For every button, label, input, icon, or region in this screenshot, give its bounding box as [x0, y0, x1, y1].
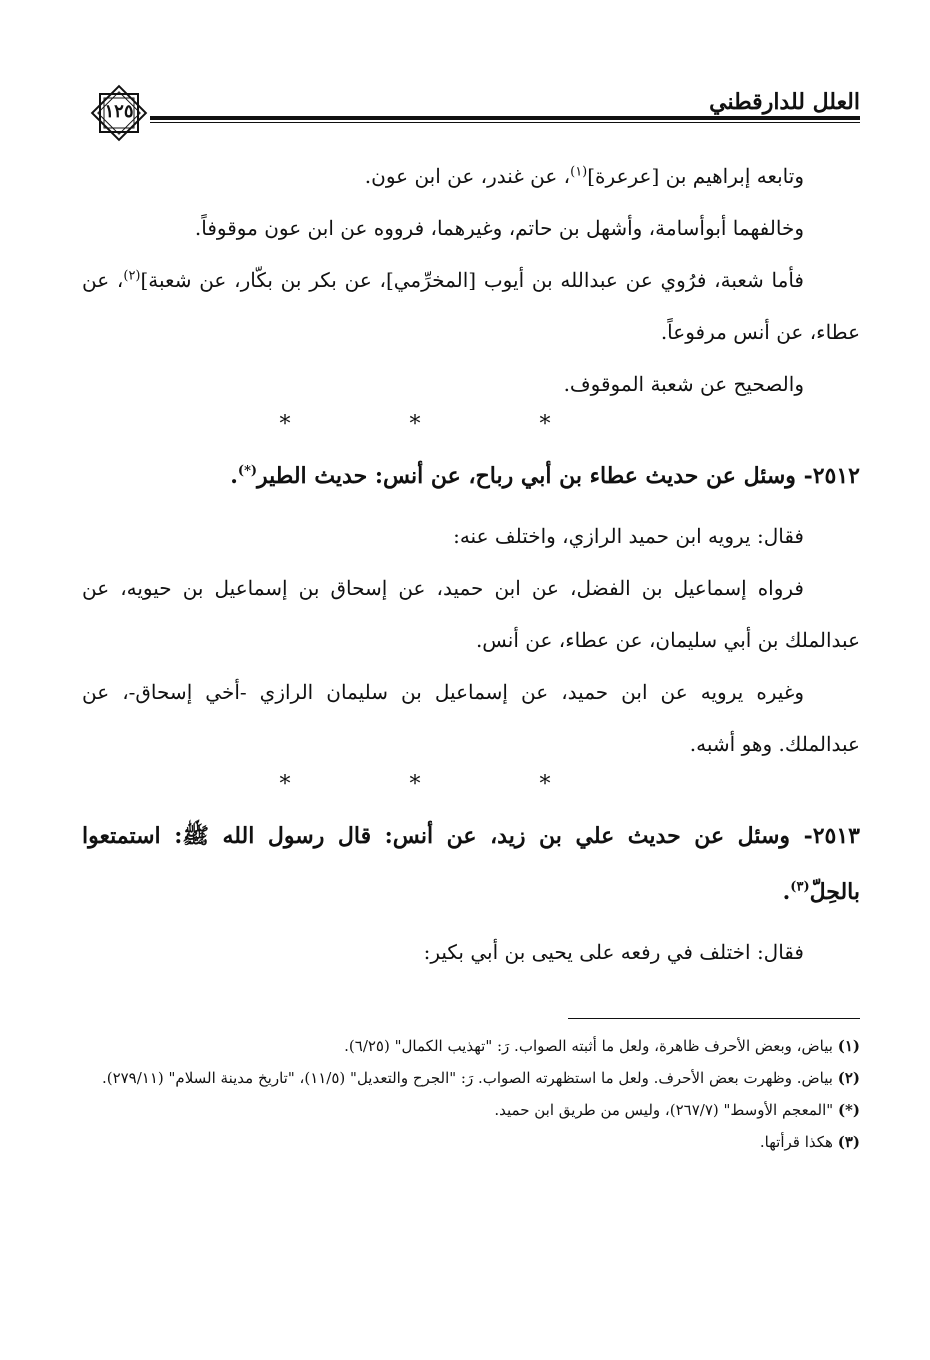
paragraph-2: وخالفهما أبوأسامة، وأشهل بن حاتم، وغيرهما، فرووه عن ابن عون موقوفاً.: [194, 216, 804, 240]
entry-heading-2513-tail: .: [782, 879, 791, 905]
footnote-ref-1: (١): [570, 164, 588, 180]
footnote-star: [82, 1094, 860, 1126]
footnote-1: [82, 1030, 860, 1062]
footnote-2-number: (٢): [837, 1069, 860, 1087]
paragraph-7: وغيره يرويه عن ابن حميد، عن إسماعيل بن سليمان الرازي -أخي إسحاق-، عن عبدالملك. وهو أشبه.: [82, 680, 860, 756]
page-number-badge: [88, 82, 150, 144]
running-title: العلل للدارقطني: [709, 89, 860, 115]
entry-heading-2512: [82, 448, 860, 504]
footnote-1-text: بياض، وبعض الأحرف ظاهرة، ولعل ما أثبته الصواب. رَ: "تهذيب الكمال" (٦/٢٥).: [344, 1037, 833, 1055]
footnote-2-text: بياض. وظهرت بعض الأحرف. ولعل ما استظهرته الصواب. رَ: "الجرح والتعديل" (١١/٥)، "تاريخ مدينة السلام" (٢٧٩/١١).: [101, 1069, 833, 1087]
section-separator-1: * * *: [279, 412, 607, 437]
paragraph-4: والصحيح عن شعبة الموقوف.: [563, 372, 804, 396]
book-page: [82, 82, 860, 1312]
main-text: [82, 150, 860, 978]
paragraph-6: فرواه إسماعيل بن الفضل، عن ابن حميد، عن إسحاق بن إسماعيل بن حيويه، عن عبدالملك بن أبي سليمان، عن عطاء، عن أنس.: [82, 576, 860, 652]
page-header: [82, 82, 860, 142]
footnotes: [82, 1030, 860, 1158]
paragraph-3-text: فأما شعبة، فرُوي عن عبدالله بن أيوب [المخرِّمي]، عن بكر بن بكّار، عن شعبة]: [140, 268, 804, 292]
footnote-2: [82, 1062, 860, 1094]
paragraph-3: [82, 254, 860, 358]
footnote-3-number: (٣): [837, 1133, 860, 1151]
section-separator-2: * * *: [279, 772, 607, 797]
header-rule-thick: [150, 116, 860, 120]
header-rule-thin: [150, 122, 860, 123]
footnote-star-number: (*): [837, 1101, 860, 1119]
entry-heading-2512-text: ٢٥١٢- وسئل عن حديث عطاء بن أبي رباح، عن أنس: حديث الطير: [257, 463, 860, 489]
footnote-3: [82, 1126, 860, 1158]
footnote-separator: [568, 1018, 860, 1019]
paragraph-5: فقال: يرويه ابن حميد الرازي، واختلف عنه:: [453, 524, 804, 548]
footnote-ref-star: (*): [237, 463, 258, 479]
entry-heading-2513: [82, 808, 860, 920]
paragraph-1-text: وتابعه إبراهيم بن [عرعرة]: [587, 164, 804, 188]
entry-heading-2512-tail: .: [230, 463, 238, 489]
paragraph-1-tail: ، عن غندر، عن ابن عون.: [364, 164, 571, 188]
footnote-ref-2: (٢): [123, 268, 141, 284]
footnote-star-text: "المعجم الأوسط" (٢٦٧/٧)، وليس من طريق ابن حميد.: [494, 1101, 834, 1119]
paragraph-3-tail: ، عن عطاء، عن أنس مرفوعاً.: [82, 268, 860, 344]
paragraph-8: فقال: اختلف في رفعه على يحيى بن أبي بكير:: [423, 940, 804, 964]
page-number: ١٢٥: [104, 101, 134, 122]
footnote-ref-3: (٣): [790, 879, 810, 895]
entry-heading-2513-text: ٢٥١٣- وسئل عن حديث علي بن زيد، عن أنس: قال رسول الله ﷺ: استمتعوا بالحِلّ: [82, 823, 860, 905]
header-rule: [150, 116, 860, 123]
footnote-1-number: (١): [837, 1037, 860, 1055]
footnote-3-text: هكذا قرأتها.: [759, 1133, 833, 1151]
paragraph-1: [82, 150, 860, 202]
